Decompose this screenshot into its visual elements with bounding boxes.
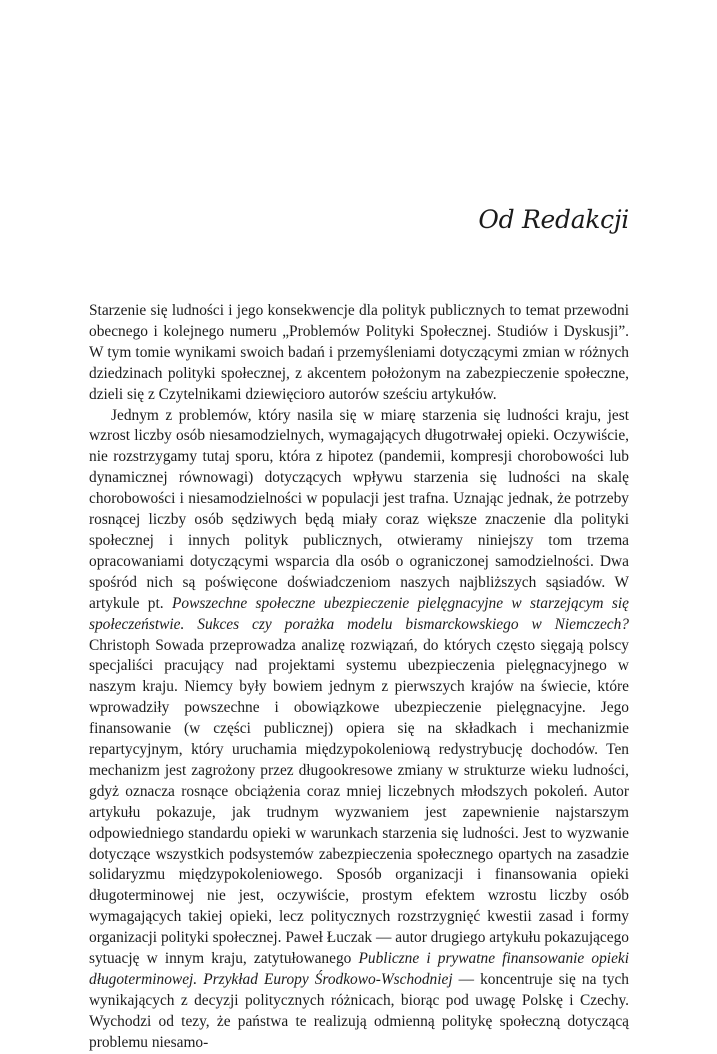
paragraph: [89, 301, 629, 406]
paragraph: [89, 406, 629, 1054]
page-title: Od Redakcji: [478, 205, 629, 234]
italic-title-text: Powszechne społeczne ubezpieczenie pielęgnacyjne w starzejącym się społeczeństwie. Sukces czy porażka modelu bismarckowskiego w Niemczech?: [89, 594, 629, 633]
paragraph-text: — koncentruje się na tych wynikających z decyzji politycznych różnicach, biorąc pod uwagę Polskę i Czechy. Wychodzi od tezy, że państwa te realizują odmienną politykę społeczną dotyczącą problemu niesamo-: [89, 971, 629, 1051]
paragraph-text: Christoph Sowada przeprowadza analizę rozwiązań, do których często sięgają polscy specjaliści pracujący nad projektami systemu ubezpieczenia pielęgnacyjnego w naszym kraju. Niemcy były bowiem jednym z pierwszych krajów na świecie, które wprowadziły powszechne i obowiązkowe ubezpieczenie pielęgnacyjne. Jego finansowanie (w części publicznej) opiera się na składkach i mechanizmie repartycyjnym, który uruchamia międzypokoleniową redystrybucję dochodów. Ten mechanizm jest zagrożony przez długookresowe zmiany w strukturze wieku ludności, gdyż oznacza rosnące obciążenia coraz mniej liczebnych młodszych pokoleń. Autor artykułu pokazuje, jak trudnym wyzwaniem jest zapewnienie najstarszym odpowiedniego standardu opieki w warunkach starzenia się ludności. Jest to wyzwanie dotyczące wszystkich podsystemów zabezpieczenia społecznego opartych na zasadzie solidaryzmu międzypokoleniowego. Sposób organizacji i finansowania opieki długoterminowej nie jest, oczywiście, prostym efektem wzrostu liczby osób wymagających takiej opieki, lecz politycznych rozstrzygnięć kwestii zasad i formy organizacji polityki społecznej. Paweł Łuczak — autor drugiego artykułu pokazującego sytuację w innym kraju, zatytułowanego: [89, 636, 629, 968]
italic-title-text: Publiczne i prywatne finansowanie opieki długoterminowej. Przykład Europy Środkowo-Wschodniej: [89, 950, 630, 988]
paragraph-text: Jednym z problemów, który nasila się w miarę starzenia się ludności kraju, jest wzrost liczby osób niesamodzielnych, wymagających długotrwałej opieki. Oczywiście, nie rozstrzygamy tutaj sporu, która z hipotez (pandemii, kompresji chorobowości lub dynamicznej równowagi) dotyczących wpływu starzenia się ludności na skalę chorobowości i niesamodzielności w populacji jest trafna. Uznając jednak, że potrzeby rosnącej liczby osób sędziwych będą miały coraz większe znaczenie dla polityki społecznej i innych polityk publicznych, otwieramy niniejszy tom trzema opracowaniami dotyczącymi wsparcia dla osób o ograniczonej samodzielności. Dwa spośród nich są poświęcone doświadczeniom naszych najbliższych sąsiadów. W artykule pt.: [89, 406, 629, 612]
paragraph-text: Starzenie się ludności i jego konsekwencje dla polityk publicznych to temat przewodni obecnego i kolejnego numeru „Problemów Polityki Społecznej. Studiów i Dyskusji”. W tym tomie wynikami swoich badań i przemyśleniami dotyczącymi zmian w różnych dziedzinach polityki społecznej, z akcentem położonym na zabezpieczenie społeczne, dzieli się z Czytelnikami dziewięcioro autorów sześciu artykułów.: [89, 302, 629, 403]
article-body: [89, 301, 629, 1054]
